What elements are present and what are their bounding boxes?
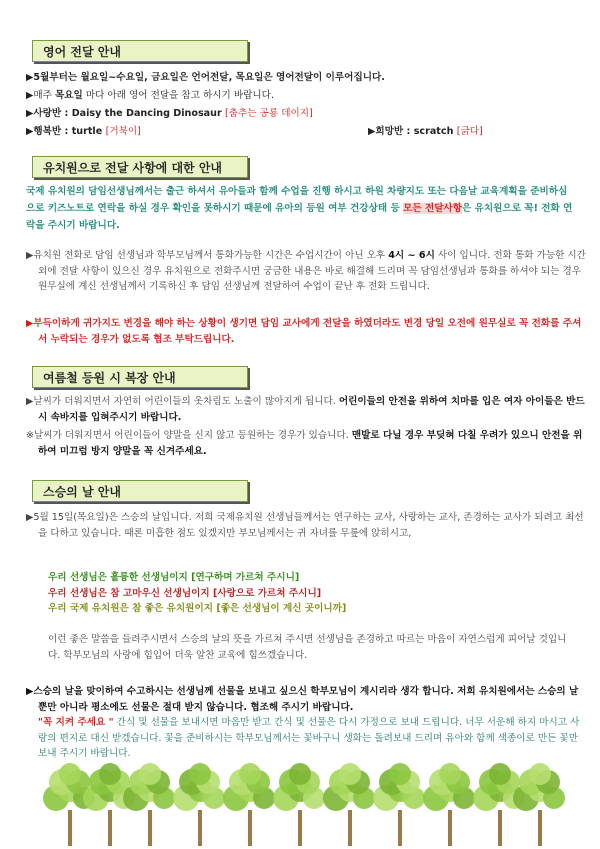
tree-trunk [108, 810, 112, 846]
tree-foliage [59, 763, 81, 785]
section-title-contact: 유치원으로 전달 사항에 대한 안내 [32, 156, 248, 178]
tree-trunk [148, 810, 152, 846]
class-haengbok-translation: [거북이] [105, 126, 141, 137]
tree-foliage [529, 763, 551, 785]
text: ▶날씨가 더워지면서 자연히 어린이들의 옷차림도 노출이 많아지게 됩니다. [26, 396, 339, 407]
teachers-day-quotes [26, 570, 596, 617]
class-huimang-translation: [긁다] [456, 126, 483, 137]
class-huimang-word: ▶희망반 : scratch [368, 126, 457, 137]
tree-trunk [498, 810, 502, 846]
tree-foliage [139, 763, 161, 785]
section-title-teachers-day: 스승의 날 안내 [32, 480, 248, 502]
socks-emphasis: 맨발로 다닐 경우 부딪혀 다칠 우려가 있으니 안전을 위하여 미끄럼 방지 양말을 꼭 신겨주세요. [38, 430, 583, 457]
english-thursday-line [26, 89, 574, 103]
tree-foliage [339, 763, 361, 785]
tree-trunk [348, 810, 352, 846]
class-haengbok-word: ▶행복반 : turtle [26, 126, 106, 137]
text: 은 유치원으로 꼭! 전화 연락을 주시기 바랍니다. [26, 203, 573, 231]
class-sarang-translation: [춤추는 공룡 데이지] [225, 108, 313, 119]
quote-line-2: 우리 선생님은 참 고마우신 선생님이지 [사랑으로 가르쳐 주시니] [48, 587, 322, 599]
section-title-english: 영어 전달 안내 [32, 40, 248, 62]
phone-hours-value: 4시 ~ 6시 [388, 250, 435, 261]
tree-trunk [198, 810, 202, 846]
keep-this-quote: "꼭 지켜 주세요 " [38, 717, 114, 728]
gift-policy-paragraph [26, 684, 586, 762]
thursday-word: 목요일 [54, 90, 83, 101]
tree-foliage [289, 763, 311, 785]
text: 사이 입니다. 전화 통화 가능한 시간 외에 전달 사항이 있으신 경우 유치원으로 전화주시면 궁금한 내용은 바로 해결해 드리며 꼭 담임선생님과 통화를 하셔야 되는 경우 원무실에 계신 선생님께서 기록하신 후 담임 선생님께 전달하여 수업이 끝난 후 전화 드립니다. [38, 250, 586, 292]
text: 간식 및 선물을 보내시면 마음만 받고 간식 및 선물은 다시 가정으로 보내 드립니다. 너무 서운해 하지 마시고 사랑의 편지로 대신 받겠습니다. 꽃을 준비하시는 학부모님께서는 꽃바구니 생화는 돌려보내 드리며 유아와 함께 색종이로 만든 꽃만 보내 주시기 바랍니다. [38, 717, 580, 759]
text: ▶스승의 날을 맞이하여 수고하시는 선생님께 선물을 보내고 싶으신 학부모님이 계시리라 생각 합니다. 저희 유치원에서는 스승의 날 뿐만 아니라 평소에도 선물은 절대 받지 않습니다. 협조해 주시기 바랍니다. [26, 686, 579, 713]
socks-paragraph [26, 428, 586, 459]
tree-foliage [389, 763, 411, 785]
all-notices-highlight: 모든 전달사항 [403, 203, 463, 214]
summer-dress-emphasis: 어린이들의 안전을 위하여 치마를 입은 여자 아이들은 반드시 속바지를 입혀주시기 바랍니다. [38, 396, 585, 423]
tree-foliage [239, 763, 261, 785]
class-sarang-line [26, 107, 574, 121]
text: ※날씨가 더워지면서 어린이들이 양말을 신지 않고 등원하는 경우가 있습니다. [26, 430, 352, 441]
phone-hours-paragraph [26, 248, 586, 295]
tree-foliage [439, 763, 461, 785]
tree-decoration [0, 760, 600, 849]
tree-trunk [538, 810, 542, 846]
pickup-change-paragraph: ▶부득이하게 귀가지도 변경을 해야 하는 상황이 생기면 담임 교사에게 전달을 하였더라도 변경 당일 오전에 원무실로 꼭 전화를 주셔서 누락되는 경우가 없도록 협조 부탁드립니다. [26, 318, 582, 345]
tree-trunk [68, 810, 72, 846]
class-huimang-line [368, 125, 574, 139]
teachers-day-paragraph: ▶5월 15일(목요일)은 스승의 날입니다. 저희 국제유치원 선생님들께서는 연구하는 교사, 사랑하는 교사, 존경하는 교사가 되려고 최선을 다하고 있습니다. 때론 미흡한 점도 있겠지만 부모님께서는 귀 자녀를 무릎에 앉히시고, [26, 512, 584, 539]
english-schedule-line: ▶5월부터는 월요일~수요일, 금요일은 언어전달, 목요일은 영어전달이 이루어집니다. [26, 72, 385, 83]
text: ▶매주 [26, 90, 55, 101]
class-sarang-word: ▶사랑반 : Daisy the Dancing Dinosaur [26, 108, 226, 119]
teachers-day-closing: 이런 좋은 말씀을 들려주시면서 스승의 날의 뜻을 가르쳐 주시면 선생님을 존경하고 따르는 마음이 자연스럽게 피어날 것입니다. 학부모님의 사랑에 힘입어 더욱 알찬 교육에 힘쓰겠습니다. [48, 634, 567, 661]
text: ▶유치원 전화로 담임 선생님과 학부모님께서 통화가능한 시간은 수업시간이 아닌 오후 [26, 250, 389, 261]
tree-trunk [298, 810, 302, 846]
section-title-summer-dress: 여름철 등원 시 복장 안내 [32, 366, 248, 388]
tree-trunk [248, 810, 252, 846]
quote-line-1: 우리 선생님은 훌륭한 선생님이지 [연구하며 가르쳐 주시니] [48, 572, 300, 583]
text: 마다 아래 영어 전달을 참고 하시기 바랍니다. [82, 90, 274, 101]
tree-foliage [489, 763, 511, 785]
text: 국제 유치원의 담임선생님께서는 출근 하셔서 유아들과 함께 수업을 진행 하시고 하원 차량지도 또는 다음날 교육계획을 준비하심으로 키즈노트로 연락을 하실 경우 확인을 못하시기 때문에 유아의 등원 여부 건강상태 등 [26, 186, 568, 214]
tree-foliage [99, 763, 121, 785]
summer-dress-paragraph [26, 394, 586, 425]
quote-line-3: 우리 국제 유치원은 참 좋은 유치원이지 [좋은 선생님이 계신 곳이니까] [48, 603, 347, 614]
tree-trunk [398, 810, 402, 846]
tree-trunk [448, 810, 452, 846]
contact-intro-paragraph [26, 183, 574, 234]
tree-foliage [189, 763, 211, 785]
